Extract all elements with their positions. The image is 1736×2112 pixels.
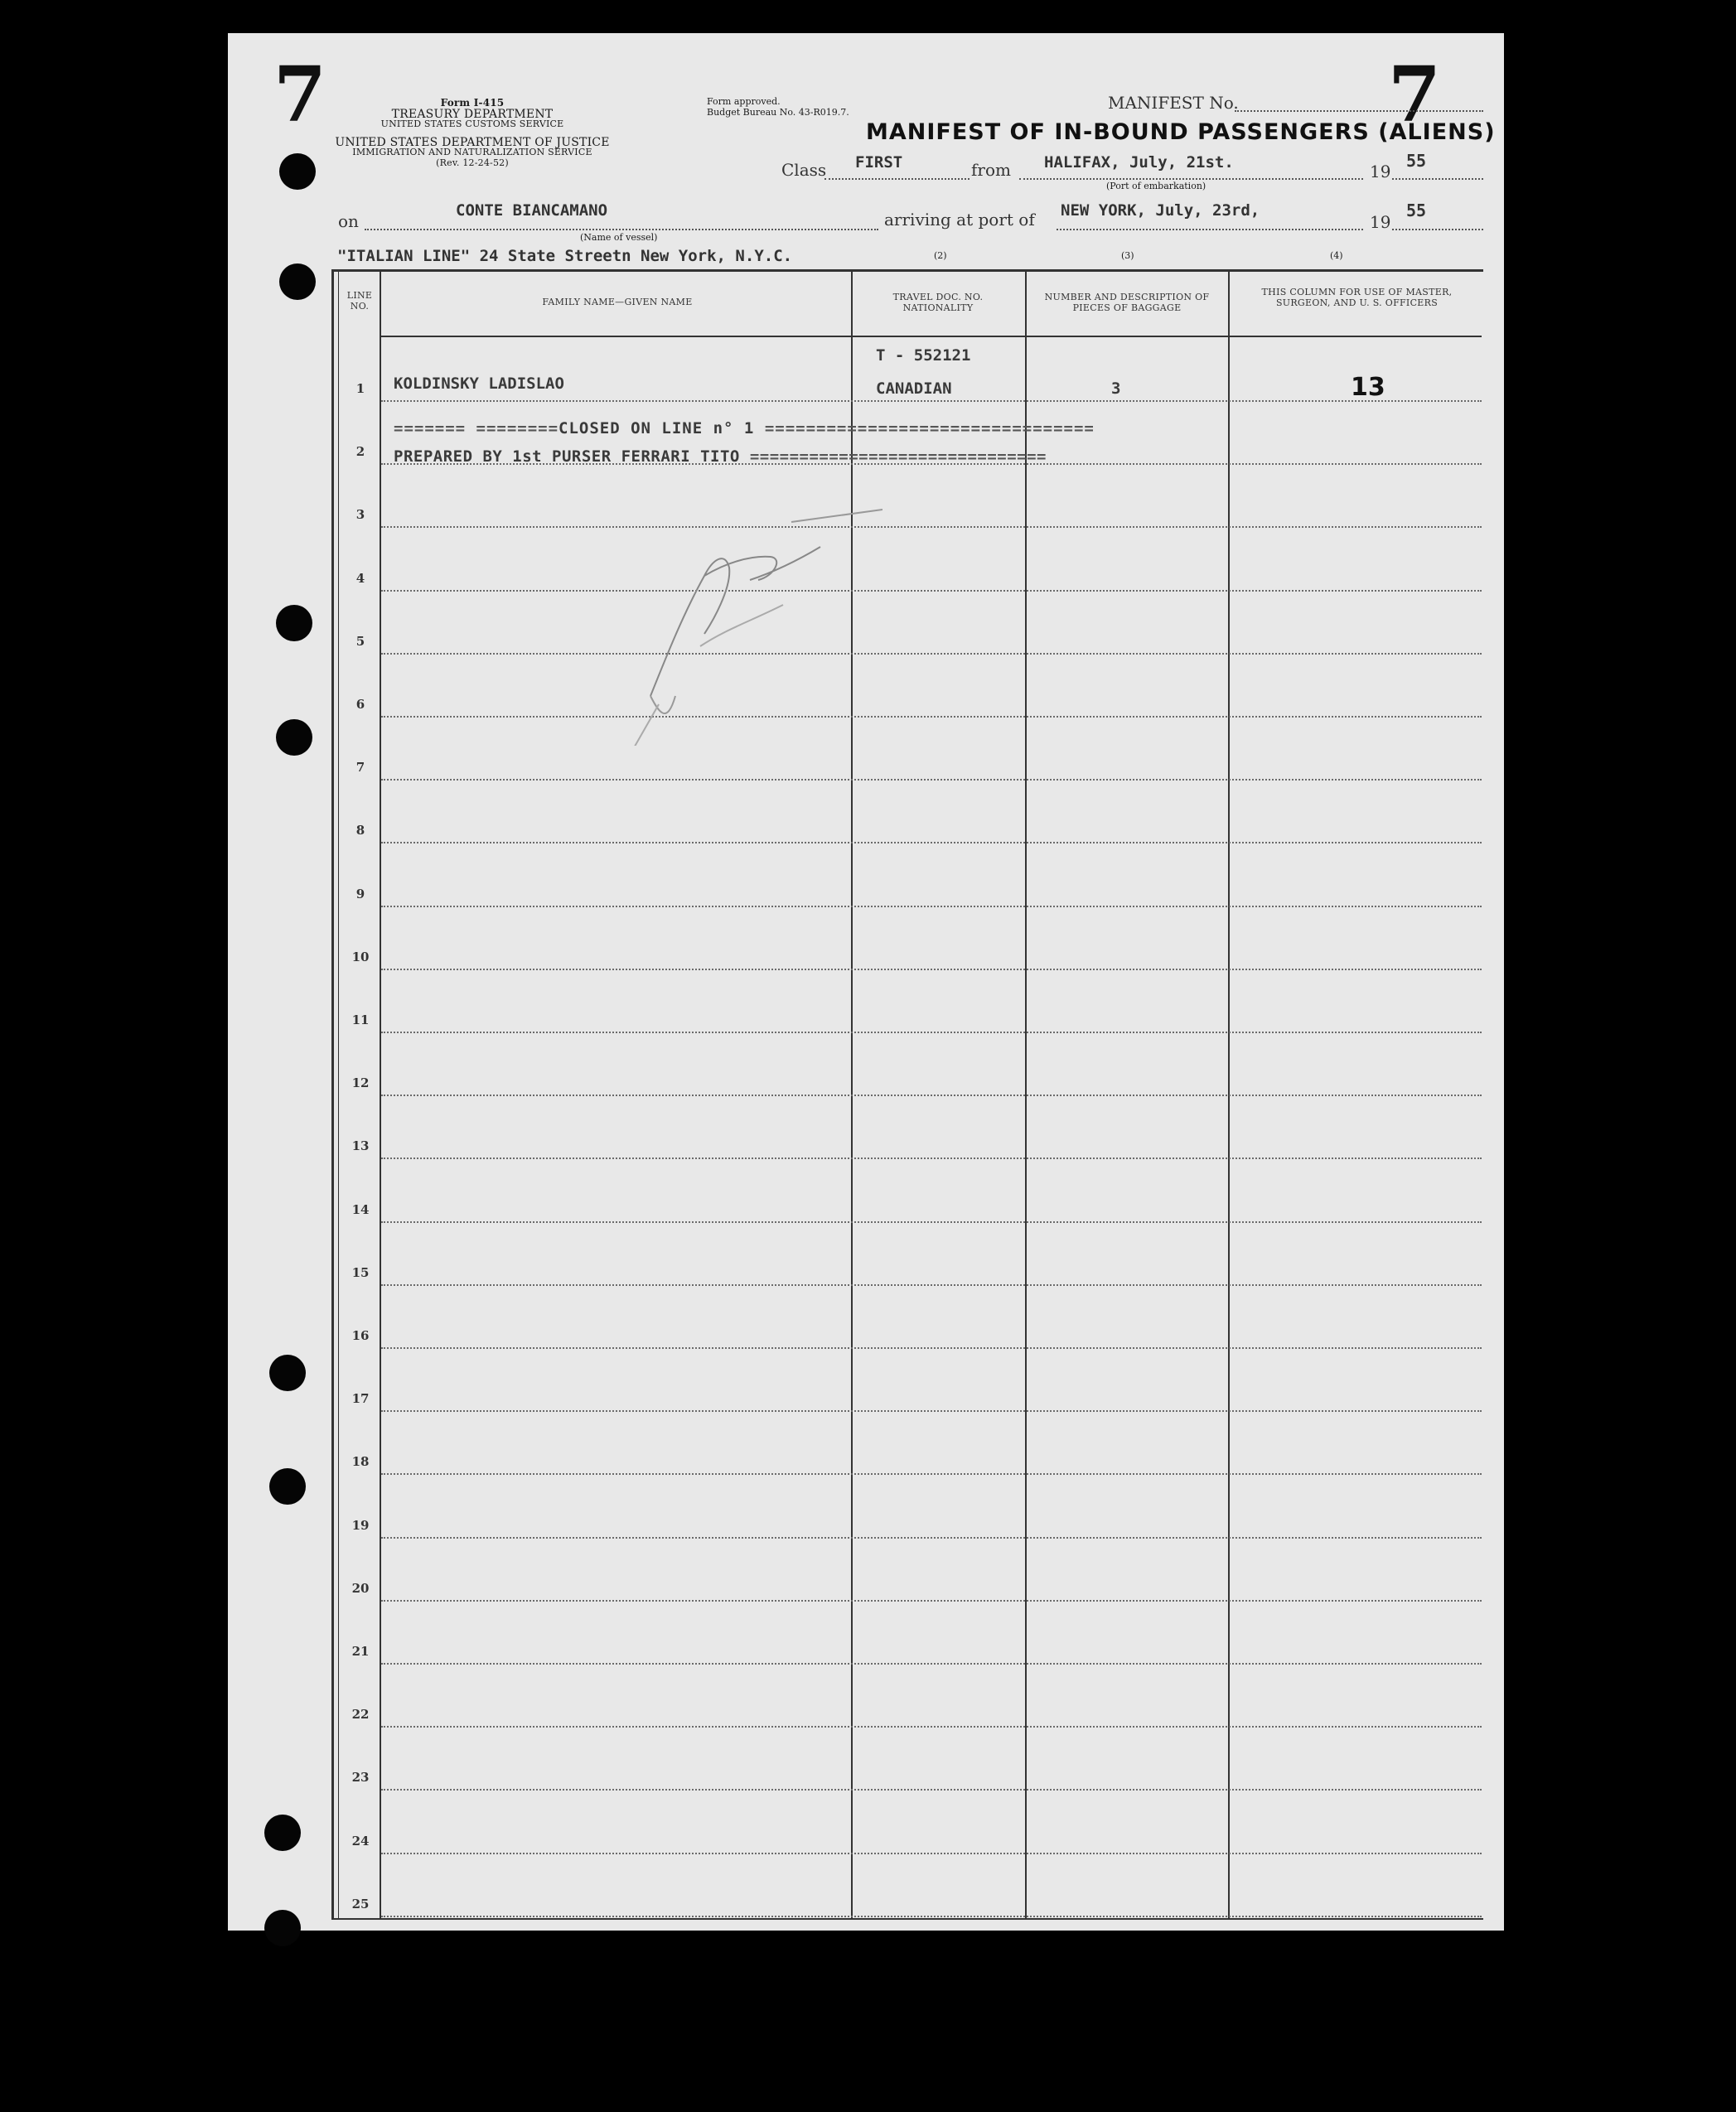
row-rule xyxy=(381,1853,1482,1854)
binder-hole xyxy=(276,719,312,756)
column-marker-2: (2) xyxy=(934,250,947,261)
row-number: 10 xyxy=(351,949,370,964)
row-number: 12 xyxy=(351,1075,370,1091)
table-bottom-border xyxy=(331,1918,1483,1920)
row-rule xyxy=(381,1789,1482,1791)
row-number: 14 xyxy=(351,1201,370,1217)
row-rule xyxy=(381,969,1482,970)
from-label: from xyxy=(971,160,1011,180)
row-rule xyxy=(381,1726,1482,1728)
vessel-field xyxy=(365,229,878,230)
class-value: FIRST xyxy=(855,153,903,172)
class-field xyxy=(824,178,970,180)
row-number: 20 xyxy=(351,1580,370,1596)
binder-hole xyxy=(279,263,316,300)
row-number: 15 xyxy=(351,1264,370,1280)
row-number: 6 xyxy=(355,697,365,712)
col-divider-baggage xyxy=(1228,269,1230,1918)
page-number-left: 7 xyxy=(273,50,327,139)
col-divider-travel xyxy=(1025,269,1027,1918)
row1-travel-doc: T - 552121 xyxy=(876,346,971,365)
binder-hole xyxy=(264,1910,301,1946)
class-label: Class xyxy=(781,160,827,180)
closed-text: CLOSED ON LINE n° 1 xyxy=(559,419,755,437)
row-number: 25 xyxy=(351,1896,370,1911)
row-number: 13 xyxy=(351,1138,370,1154)
row-number: 22 xyxy=(351,1707,370,1723)
header-baggage: NUMBER AND DESCRIPTION OF PIECES OF BAGGAGE xyxy=(1044,292,1210,314)
manifest-no-field xyxy=(1235,110,1483,112)
row-rule xyxy=(381,1284,1482,1286)
binder-hole xyxy=(264,1815,301,1851)
row-rule xyxy=(381,1537,1482,1539)
on-label: on xyxy=(338,211,359,231)
year2-field xyxy=(1392,229,1483,230)
row-rule xyxy=(381,906,1482,907)
column-marker-3: (3) xyxy=(1121,250,1134,261)
row-rule xyxy=(381,1095,1482,1096)
row-rule xyxy=(381,1410,1482,1412)
row-number: 24 xyxy=(351,1833,370,1849)
row-rule xyxy=(381,1473,1482,1475)
binder-hole xyxy=(279,153,316,190)
row-number: 1 xyxy=(355,381,365,396)
row-rule xyxy=(381,1347,1482,1349)
vessel-value: CONTE BIANCAMANO xyxy=(456,201,608,220)
header-line-no: LINE NO. xyxy=(346,290,373,312)
agent-line: "ITALIAN LINE" 24 State Streetn New York, N.Y.C. xyxy=(337,247,793,265)
justice-label: UNITED STATES DEPARTMENT OF JUSTICE xyxy=(335,136,610,149)
arrival-value: NEW YORK, July, 23rd, xyxy=(1061,201,1260,220)
row-number: 19 xyxy=(351,1517,370,1533)
row-rule xyxy=(381,1032,1482,1033)
header-officers: THIS COLUMN FOR USE OF MASTER, SURGEON, AND U. S. OFFICERS xyxy=(1261,287,1453,309)
header-travel-doc: TRAVEL DOC. NO. NATIONALITY xyxy=(892,292,984,314)
header-bottom-border xyxy=(380,336,1482,337)
prepared-text: PREPARED BY 1st PURSER FERRARI TITO xyxy=(394,447,740,466)
year-value: 55 xyxy=(1406,151,1427,171)
row-number: 2 xyxy=(355,444,365,460)
year2-prefix: 19 xyxy=(1370,212,1391,232)
row1-nationality: CANADIAN xyxy=(876,379,952,398)
row-rule xyxy=(381,779,1482,781)
row-number: 11 xyxy=(351,1013,370,1027)
row-number: 5 xyxy=(355,633,365,649)
row-number: 4 xyxy=(355,570,365,586)
row-number: 17 xyxy=(351,1391,370,1407)
from-field xyxy=(1019,178,1363,180)
signature-scribble xyxy=(534,497,883,746)
row-rule xyxy=(381,1221,1482,1223)
row-rule xyxy=(381,842,1482,843)
row-rule xyxy=(381,1157,1482,1159)
closed-line xyxy=(394,419,1095,437)
row-number: 21 xyxy=(351,1644,370,1659)
page-number-right: 7 xyxy=(1388,50,1442,139)
year2-value: 55 xyxy=(1406,201,1427,220)
row-number: 18 xyxy=(351,1454,370,1470)
form-approved: Form approved. xyxy=(707,96,781,107)
year-prefix: 19 xyxy=(1370,162,1391,181)
row-number: 8 xyxy=(355,823,365,839)
header-family-name: FAMILY NAME—GIVEN NAME xyxy=(542,297,693,307)
row-rule xyxy=(381,1916,1482,1917)
row1-baggage: 3 xyxy=(1111,379,1121,398)
row-number: 23 xyxy=(351,1770,370,1786)
binder-hole xyxy=(269,1355,306,1391)
budget-bureau: Budget Bureau No. 43-R019.7. xyxy=(707,107,849,118)
port-embarkation-note: (Port of embarkation) xyxy=(1106,181,1206,191)
row1-officer-mark: 13 xyxy=(1351,373,1385,402)
arriving-label: arriving at port of xyxy=(884,210,1035,230)
manifest-no-label: MANIFEST No. xyxy=(1108,93,1239,113)
prepared-line xyxy=(394,447,1047,466)
form-id: Form I-415 xyxy=(440,97,505,109)
year-field xyxy=(1392,178,1483,180)
manifest-sheet xyxy=(228,33,1504,1931)
table-top-border xyxy=(331,269,1483,272)
from-value: HALIFAX, July, 21st. xyxy=(1044,153,1234,172)
column-marker-4: (4) xyxy=(1330,250,1343,261)
row1-name: KOLDINSKY LADISLAO xyxy=(394,375,564,393)
binder-hole xyxy=(276,605,312,641)
binder-hole xyxy=(269,1468,306,1505)
closed-dashes-left: ======= ======== xyxy=(394,419,559,437)
closed-dashes-right: ================================ xyxy=(754,419,1095,437)
arrival-field xyxy=(1057,229,1363,230)
treasury-label: TREASURY DEPARTMENT xyxy=(391,108,554,121)
table-left-border xyxy=(331,269,334,1918)
row-rule xyxy=(381,1600,1482,1602)
row-rule xyxy=(381,1663,1482,1665)
customs-label: UNITED STATES CUSTOMS SERVICE xyxy=(380,118,564,129)
table-left-inner-border xyxy=(338,269,339,1918)
rev-label: (Rev. 12-24-52) xyxy=(436,157,509,168)
ins-label: IMMIGRATION AND NATURALIZATION SERVICE xyxy=(352,147,592,157)
prepared-dashes: ============================== xyxy=(739,447,1047,466)
row-number: 9 xyxy=(355,886,365,901)
col-divider-line xyxy=(380,269,381,1918)
row-number: 3 xyxy=(355,507,365,523)
row-number: 7 xyxy=(355,760,365,776)
row-number: 16 xyxy=(351,1328,370,1343)
page-title: MANIFEST OF IN-BOUND PASSENGERS (ALIENS) xyxy=(866,119,1496,145)
vessel-note: (Name of vessel) xyxy=(580,232,658,243)
row-rule xyxy=(381,400,1482,402)
